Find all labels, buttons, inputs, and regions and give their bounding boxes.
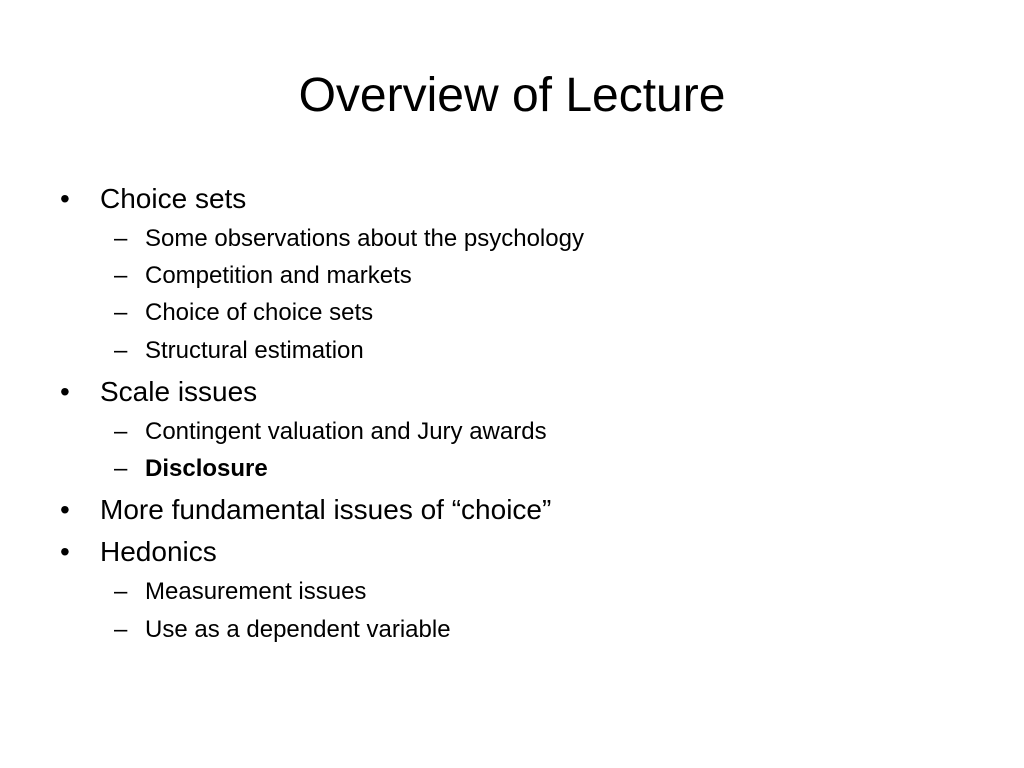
slide-title: Overview of Lecture — [298, 69, 726, 122]
sub-bullet-text: Disclosure — [145, 455, 268, 482]
dash-marker: – — [114, 225, 128, 252]
dash-marker: – — [114, 337, 128, 364]
bullet-text: Scale issues — [100, 376, 258, 407]
bullet-marker: • — [60, 536, 70, 567]
dash-marker: – — [114, 418, 128, 445]
dash-marker: – — [114, 299, 128, 326]
sub-bullet-text: Structural estimation — [145, 337, 364, 364]
bullet-text: Hedonics — [100, 536, 217, 567]
bullet-text: Choice sets — [100, 183, 247, 214]
sub-bullet-text: Competition and markets — [145, 262, 412, 289]
dash-marker: – — [114, 616, 128, 643]
dash-marker: – — [114, 578, 128, 605]
sub-bullet-text: Some observations about the psychology — [145, 225, 584, 252]
bullet-marker: • — [60, 183, 70, 214]
bullet-marker: • — [60, 376, 70, 407]
sub-bullet-text: Measurement issues — [145, 578, 367, 605]
dash-marker: – — [114, 262, 128, 289]
sub-bullet-text: Use as a dependent variable — [145, 616, 451, 643]
dash-marker: – — [114, 455, 128, 482]
sub-bullet-text: Contingent valuation and Jury awards — [145, 418, 547, 445]
bullet-text: More fundamental issues of “choice” — [100, 494, 552, 525]
sub-bullet-text: Choice of choice sets — [145, 299, 374, 326]
bullet-marker: • — [60, 494, 70, 525]
